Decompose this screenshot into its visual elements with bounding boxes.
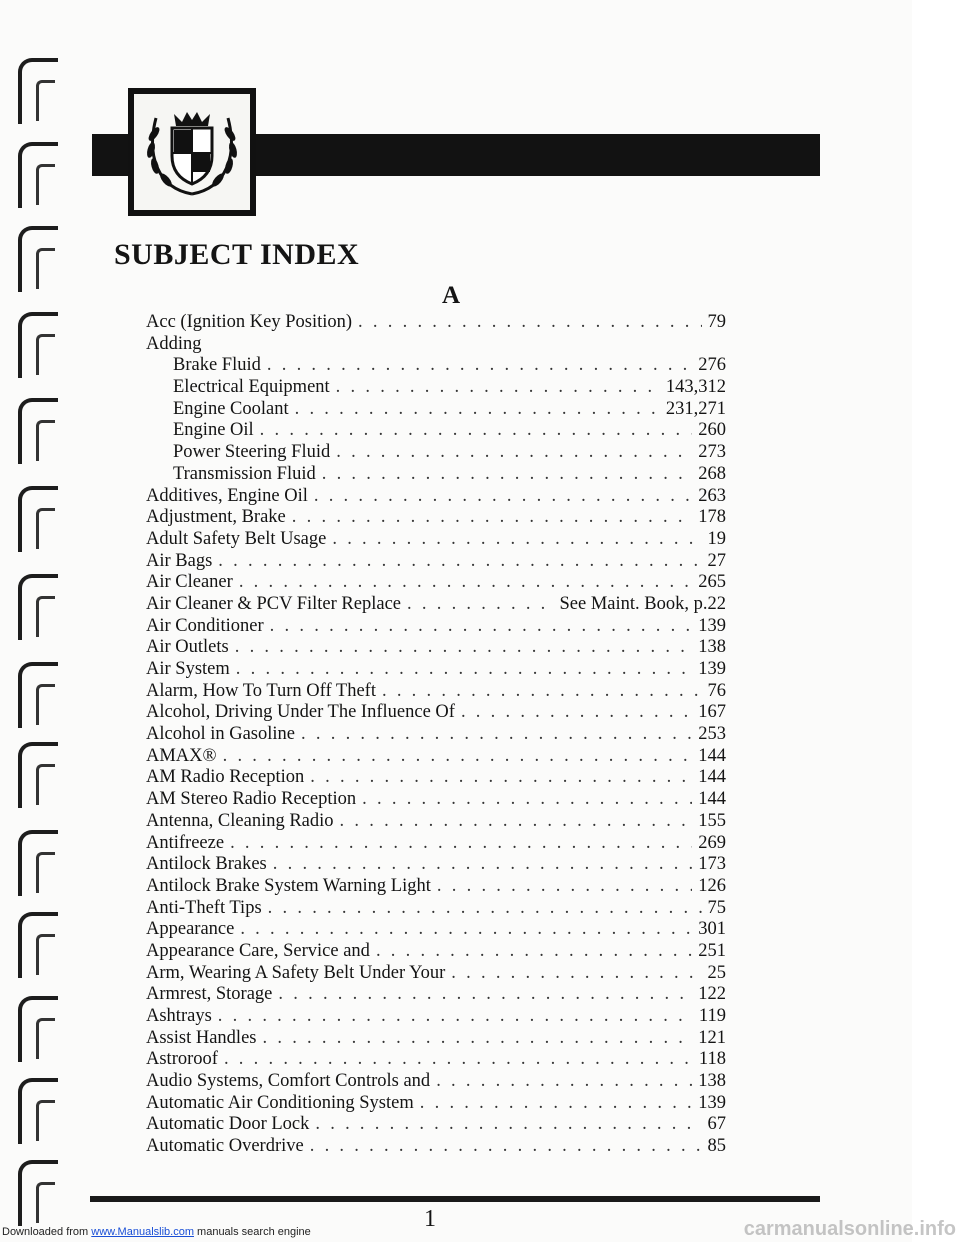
index-entry [146, 1136, 726, 1158]
entry-page-reference: 126 [698, 875, 726, 896]
entry-label: Automatic Air Conditioning System [146, 1092, 414, 1113]
binder-tab-icon [18, 398, 58, 464]
entry-page-reference: 121 [698, 1027, 726, 1048]
dot-leader [292, 507, 692, 529]
entry-label: Air System [146, 659, 230, 679]
entry-label: Adding [146, 333, 202, 354]
dot-leader [263, 1028, 693, 1050]
page-margin-strip [912, 0, 960, 1242]
binder-tab-icon [18, 1078, 58, 1144]
entry-page-reference: 276 [698, 355, 726, 376]
entry-label: Antenna, Cleaning Radio [146, 810, 334, 831]
entry-label: Audio Systems, Comfort Controls and [146, 1071, 431, 1092]
entry-page-reference: See Maint. Book, p.22 [559, 593, 726, 614]
index-entry [146, 1071, 726, 1093]
index-entry [146, 833, 726, 855]
entry-page-reference: 138 [698, 637, 726, 658]
binder-tab-icon [18, 142, 58, 208]
entry-page-reference: 231,271 [665, 398, 726, 419]
dot-leader [436, 1071, 692, 1093]
index-entry [146, 572, 726, 594]
index-entry [146, 486, 726, 508]
entry-label: Power Steering Fluid [173, 442, 331, 463]
entry-label: Arm, Wearing A Safety Belt Under Your [146, 962, 446, 983]
index-entry [146, 659, 726, 681]
dot-leader [301, 724, 692, 746]
entry-page-reference: 67 [707, 1114, 726, 1135]
entry-page-reference: 263 [698, 485, 726, 506]
dot-leader [218, 551, 701, 573]
dot-leader [332, 529, 701, 551]
entry-page-reference: 143,312 [665, 377, 726, 398]
entry-page-reference: 178 [698, 507, 726, 528]
binder-tab-icon [18, 312, 58, 378]
entry-label: Armrest, Storage [146, 984, 273, 1005]
binder-tab-icon [18, 830, 58, 896]
index-subentry [146, 420, 726, 442]
entry-page-reference: 25 [707, 962, 726, 983]
entry-page-reference: 85 [707, 1136, 726, 1157]
binder-tab-icon [18, 662, 58, 728]
index-subentry [146, 355, 726, 377]
entry-page-reference: 253 [698, 724, 726, 745]
dot-leader [451, 963, 701, 985]
dot-leader [340, 811, 693, 833]
dot-leader [437, 876, 692, 898]
entry-page-reference: 155 [698, 810, 726, 831]
entry-page-reference: 122 [698, 984, 726, 1005]
binder-tab-icon [18, 226, 58, 292]
dot-leader [218, 1006, 693, 1028]
index-entry [146, 334, 726, 356]
entry-label: Appearance Care, Service and [146, 940, 370, 961]
index-entry [146, 594, 726, 616]
entry-page-reference: 139 [698, 1092, 726, 1113]
binder-tab-icon [18, 486, 58, 552]
dot-leader [240, 919, 692, 941]
entry-page-reference: 144 [698, 789, 726, 810]
entry-label: Brake Fluid [173, 355, 261, 376]
download-note-prefix: Downloaded from [2, 1226, 92, 1238]
watermark-text: carmanualsonline.info [743, 1218, 956, 1240]
cadillac-crest-wreath-icon [128, 88, 256, 216]
entry-label: Assist Handles [146, 1027, 257, 1048]
entry-label: AMAX® [146, 745, 217, 766]
entry-label: Air Cleaner & PCV Filter Replace [146, 593, 402, 614]
dot-leader [382, 681, 702, 703]
index-entry [146, 1006, 726, 1028]
manualslib-link[interactable]: www.Manualslib.com [91, 1226, 194, 1238]
entry-label: Air Outlets [146, 637, 229, 658]
index-entry [146, 1028, 726, 1050]
entry-page-reference: 19 [707, 528, 726, 549]
entry-label: Ashtrays [146, 1006, 212, 1026]
index-entry [146, 789, 726, 811]
entry-label: Anti-Theft Tips [146, 897, 262, 918]
entry-page-reference: 265 [698, 572, 726, 593]
entry-page-reference: 75 [707, 897, 726, 918]
entry-label: Alcohol in Gasoline [146, 724, 296, 745]
index-subentry [146, 377, 726, 399]
index-entry [146, 876, 726, 898]
dot-leader [336, 442, 692, 464]
entry-page-reference: 167 [698, 702, 726, 723]
index-subentry [146, 399, 726, 421]
dot-leader [267, 355, 692, 377]
entry-page-reference: 173 [698, 854, 726, 875]
binder-tab-icon [18, 1160, 58, 1226]
entry-page-reference: 301 [698, 919, 726, 940]
binder-tabs [0, 0, 60, 1242]
dot-leader [461, 702, 692, 724]
entry-label: Astroroof [146, 1049, 218, 1070]
footer-rule [90, 1196, 820, 1202]
entry-page-reference: 139 [698, 659, 726, 679]
entry-page-reference: 119 [698, 1006, 726, 1026]
entry-page-reference: 268 [698, 463, 726, 484]
dot-leader [358, 312, 701, 334]
dot-leader [407, 594, 553, 616]
entry-label: Air Bags [146, 550, 213, 571]
index-entry [146, 941, 726, 963]
entry-page-reference: 139 [698, 615, 726, 636]
section-letter: A [442, 282, 461, 309]
entry-label: Alarm, How To Turn Off Theft [146, 680, 376, 701]
index-entry [146, 551, 726, 573]
entry-page-reference: 118 [698, 1049, 726, 1070]
entry-label: Acc (Ignition Key Position) [146, 312, 353, 332]
index-entry-list [146, 312, 726, 1158]
entry-label: AM Radio Reception [146, 767, 305, 788]
index-entry [146, 898, 726, 920]
index-entry [146, 746, 726, 768]
entry-page-reference: 76 [707, 680, 726, 701]
entry-label: AM Stereo Radio Reception [146, 789, 357, 810]
entry-page-reference: 273 [698, 442, 726, 463]
download-note [2, 1226, 311, 1238]
entry-label: Electrical Equipment [173, 377, 330, 398]
index-entry [146, 963, 726, 985]
index-entry [146, 529, 726, 551]
entry-page-reference: 138 [698, 1071, 726, 1092]
entry-page-reference: 251 [698, 940, 726, 961]
dot-leader [223, 746, 693, 768]
entry-label: Additives, Engine Oil [146, 485, 308, 506]
index-entry [146, 681, 726, 703]
dot-leader [278, 984, 692, 1006]
dot-leader [235, 637, 693, 659]
index-entry [146, 724, 726, 746]
binder-tab-icon [18, 574, 58, 640]
download-note-suffix: manuals search engine [193, 1226, 311, 1238]
binder-tab-icon [18, 996, 58, 1062]
dot-leader [230, 833, 692, 855]
entry-label: Adjustment, Brake [146, 507, 286, 528]
binder-tab-icon [18, 742, 58, 808]
index-entry [146, 1114, 726, 1136]
binder-tab-icon [18, 912, 58, 978]
entry-label: Transmission Fluid [173, 463, 316, 484]
dot-leader [314, 486, 692, 508]
entry-label: Antifreeze [146, 832, 225, 853]
index-entry [146, 854, 726, 876]
index-entry [146, 767, 726, 789]
index-entry [146, 312, 726, 334]
dot-leader [236, 659, 692, 681]
index-subentry [146, 464, 726, 486]
dot-leader [362, 789, 692, 811]
dot-leader [268, 898, 702, 920]
entry-page-reference: 144 [698, 745, 726, 766]
dot-leader [310, 1136, 702, 1158]
entry-page-reference: 144 [698, 767, 726, 788]
entry-label: Engine Oil [173, 420, 254, 441]
entry-label: Antilock Brake System Warning Light [146, 875, 431, 896]
entry-label: Engine Coolant [173, 398, 289, 419]
binder-tab-icon [18, 58, 58, 124]
entry-label: Automatic Overdrive [146, 1136, 304, 1157]
dot-leader [336, 377, 660, 399]
entry-label: Appearance [146, 919, 235, 940]
page-number: 1 [424, 1206, 436, 1232]
entry-label: Automatic Door Lock [146, 1114, 310, 1135]
dot-leader [224, 1049, 693, 1071]
entry-label: Adult Safety Belt Usage [146, 528, 327, 549]
index-entry [146, 1049, 726, 1071]
entry-label: Air Conditioner [146, 615, 264, 636]
dot-leader [310, 767, 692, 789]
entry-label: Air Cleaner [146, 572, 233, 593]
index-entry [146, 919, 726, 941]
index-entry [146, 702, 726, 724]
dot-leader [315, 1114, 701, 1136]
dot-leader [273, 854, 693, 876]
dot-leader [270, 616, 693, 638]
index-entry [146, 616, 726, 638]
dot-leader [295, 399, 660, 421]
index-entry [146, 811, 726, 833]
dot-leader [420, 1093, 693, 1115]
entry-page-reference: 269 [698, 832, 726, 853]
entry-label: Antilock Brakes [146, 854, 267, 875]
dot-leader [322, 464, 693, 486]
index-entry [146, 507, 726, 529]
index-entry [146, 1093, 726, 1115]
dot-leader [376, 941, 692, 963]
entry-page-reference: 27 [707, 550, 726, 571]
entry-page-reference: 260 [698, 420, 726, 441]
dot-leader [239, 572, 692, 594]
page-title: SUBJECT INDEX [114, 238, 360, 271]
entry-page-reference: 79 [707, 312, 726, 332]
dot-leader [260, 420, 693, 442]
entry-label: Alcohol, Driving Under The Influence Of [146, 702, 455, 723]
index-entry [146, 637, 726, 659]
index-entry [146, 984, 726, 1006]
index-subentry [146, 442, 726, 464]
